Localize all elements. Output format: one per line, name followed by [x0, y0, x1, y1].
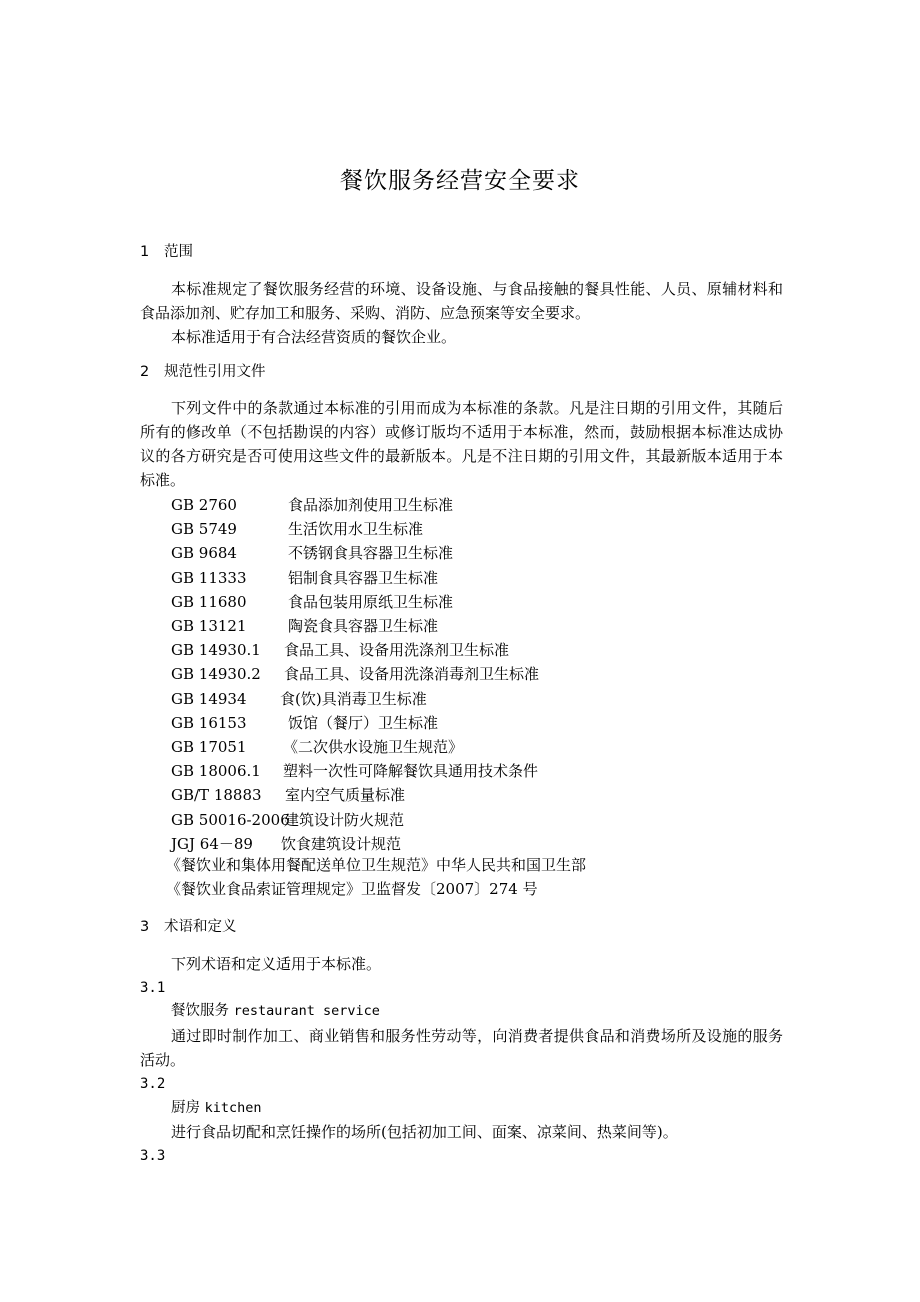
reference-title: 饭馆（餐厅）卫生标准 [288, 713, 439, 732]
reference-code: GB 17051 [171, 738, 247, 757]
reference-item [171, 638, 539, 662]
term-number: 3.2 [140, 1076, 166, 1092]
reference-item [171, 590, 539, 614]
reference-title: 饮食建筑设计规范 [281, 834, 402, 853]
reference-title: 生活饮用水卫生标准 [288, 520, 424, 539]
reference-item [171, 566, 539, 590]
term-name [171, 1000, 380, 1022]
reference-item [171, 759, 539, 783]
reference-title: 陶瓷食具容器卫生标准 [288, 617, 439, 636]
reference-title: 建筑设计防火规范 [284, 810, 405, 829]
scope-paragraph-2: 本标准适用于有合法经营资质的餐饮企业。 [171, 328, 457, 346]
reference-code: GB 16153 [171, 713, 247, 732]
term-name [171, 1097, 262, 1119]
extra-reference-1: 《餐饮业和集体用餐配送单位卫生规范》中华人民共和国卫生部 [166, 856, 587, 874]
term-number: 3.3 [140, 1148, 166, 1164]
reference-item [171, 662, 539, 686]
term-number: 3.1 [140, 980, 166, 996]
reference-code: GB 18006.1 [171, 762, 261, 781]
section-3-title: 术语和定义 [164, 919, 237, 935]
reference-code: GB 14930.2 [171, 665, 261, 684]
section-1-heading [140, 241, 193, 263]
reference-title: 食品工具、设备用洗涤剂卫生标准 [284, 641, 510, 660]
reference-title: 食品添加剂使用卫生标准 [288, 496, 454, 514]
reference-item [171, 493, 539, 517]
document-title: 餐饮服务经营安全要求 [340, 168, 580, 194]
extra-reference-2: 《餐饮业食品索证管理规定》卫监督发〔2007〕274 号 [166, 880, 538, 898]
reference-title: 不锈钢食具容器卫生标准 [288, 544, 454, 563]
section-1-title: 范围 [164, 244, 193, 260]
reference-code: GB 13121 [171, 617, 247, 636]
term-name-zh: 厨房 [171, 1100, 200, 1116]
term-definition: 通过即时制作加工、商业销售和服务性劳动等，向消费者提供食品和消费场所及设施的服务活动。 [140, 1027, 783, 1069]
reference-item [171, 517, 539, 541]
reference-list [171, 493, 539, 856]
reference-title: 塑料一次性可降解餐饮具通用技术条件 [283, 762, 539, 781]
reference-title: 室内空气质量标准 [285, 786, 406, 805]
reference-item [171, 735, 539, 759]
scope-paragraph-1: 本标准规定了餐饮服务经营的环境、设备设施、与食品接触的餐具性能、人员、原辅材料和食品添加剂、贮存加工和服务、采购、消防、应急预案等安全要求。 [140, 280, 783, 322]
section-1-number: 1 [140, 244, 150, 260]
section-2-heading [140, 361, 266, 383]
reference-item [171, 808, 539, 832]
reference-item [171, 614, 539, 638]
section-3-heading [140, 916, 237, 938]
reference-code: GB 5749 [171, 520, 237, 539]
section-3-number: 3 [140, 919, 150, 935]
reference-code: GB 11680 [171, 592, 247, 611]
term-definition: 进行食品切配和烹饪操作的场所(包括初加工间、面案、凉菜间、热菜间等)。 [171, 1123, 678, 1141]
reference-code: GB 14930.1 [171, 641, 261, 660]
reference-title: 食品包装用原纸卫生标准 [288, 592, 454, 611]
reference-code: JGJ 64－89 [171, 834, 253, 853]
reference-title: 铝制食具容器卫生标准 [288, 568, 439, 587]
reference-title: 食(饮)具消毒卫生标准 [280, 689, 427, 708]
reference-item [171, 541, 539, 565]
reference-code: GB/T 18883 [171, 786, 262, 805]
reference-item [171, 783, 539, 807]
reference-code: GB 9684 [171, 544, 237, 563]
reference-title: 《二次供水设施卫生规范》 [283, 738, 464, 757]
reference-item [171, 711, 539, 735]
section-2-title: 规范性引用文件 [164, 364, 266, 380]
section-2-number: 2 [140, 364, 150, 380]
terms-intro: 下列术语和定义适用于本标准。 [171, 955, 382, 973]
reference-title: 食品工具、设备用洗涤消毒剂卫生标准 [284, 665, 540, 684]
references-intro: 下列文件中的条款通过本标准的引用而成为本标准的条款。凡是注日期的引用文件，其随后所有的修改单（不包括勘误的内容）或修订版均不适用于本标准，然而，鼓励根据本标准达成协议的各方研究是否可使用这些文件的最新版本。凡是不注日期的引用文件，其最新版本适用于本标准。 [140, 399, 783, 489]
term-name-zh: 餐饮服务 [171, 1003, 229, 1019]
reference-code: GB 14934 [171, 689, 247, 708]
reference-code: GB 11333 [171, 568, 247, 587]
term-name-en: restaurant service [233, 1003, 380, 1019]
reference-item [171, 687, 539, 711]
term-name-en: kitchen [204, 1100, 262, 1116]
reference-code: GB 50016-2006 [171, 810, 290, 829]
reference-code: GB 2760 [171, 496, 237, 514]
